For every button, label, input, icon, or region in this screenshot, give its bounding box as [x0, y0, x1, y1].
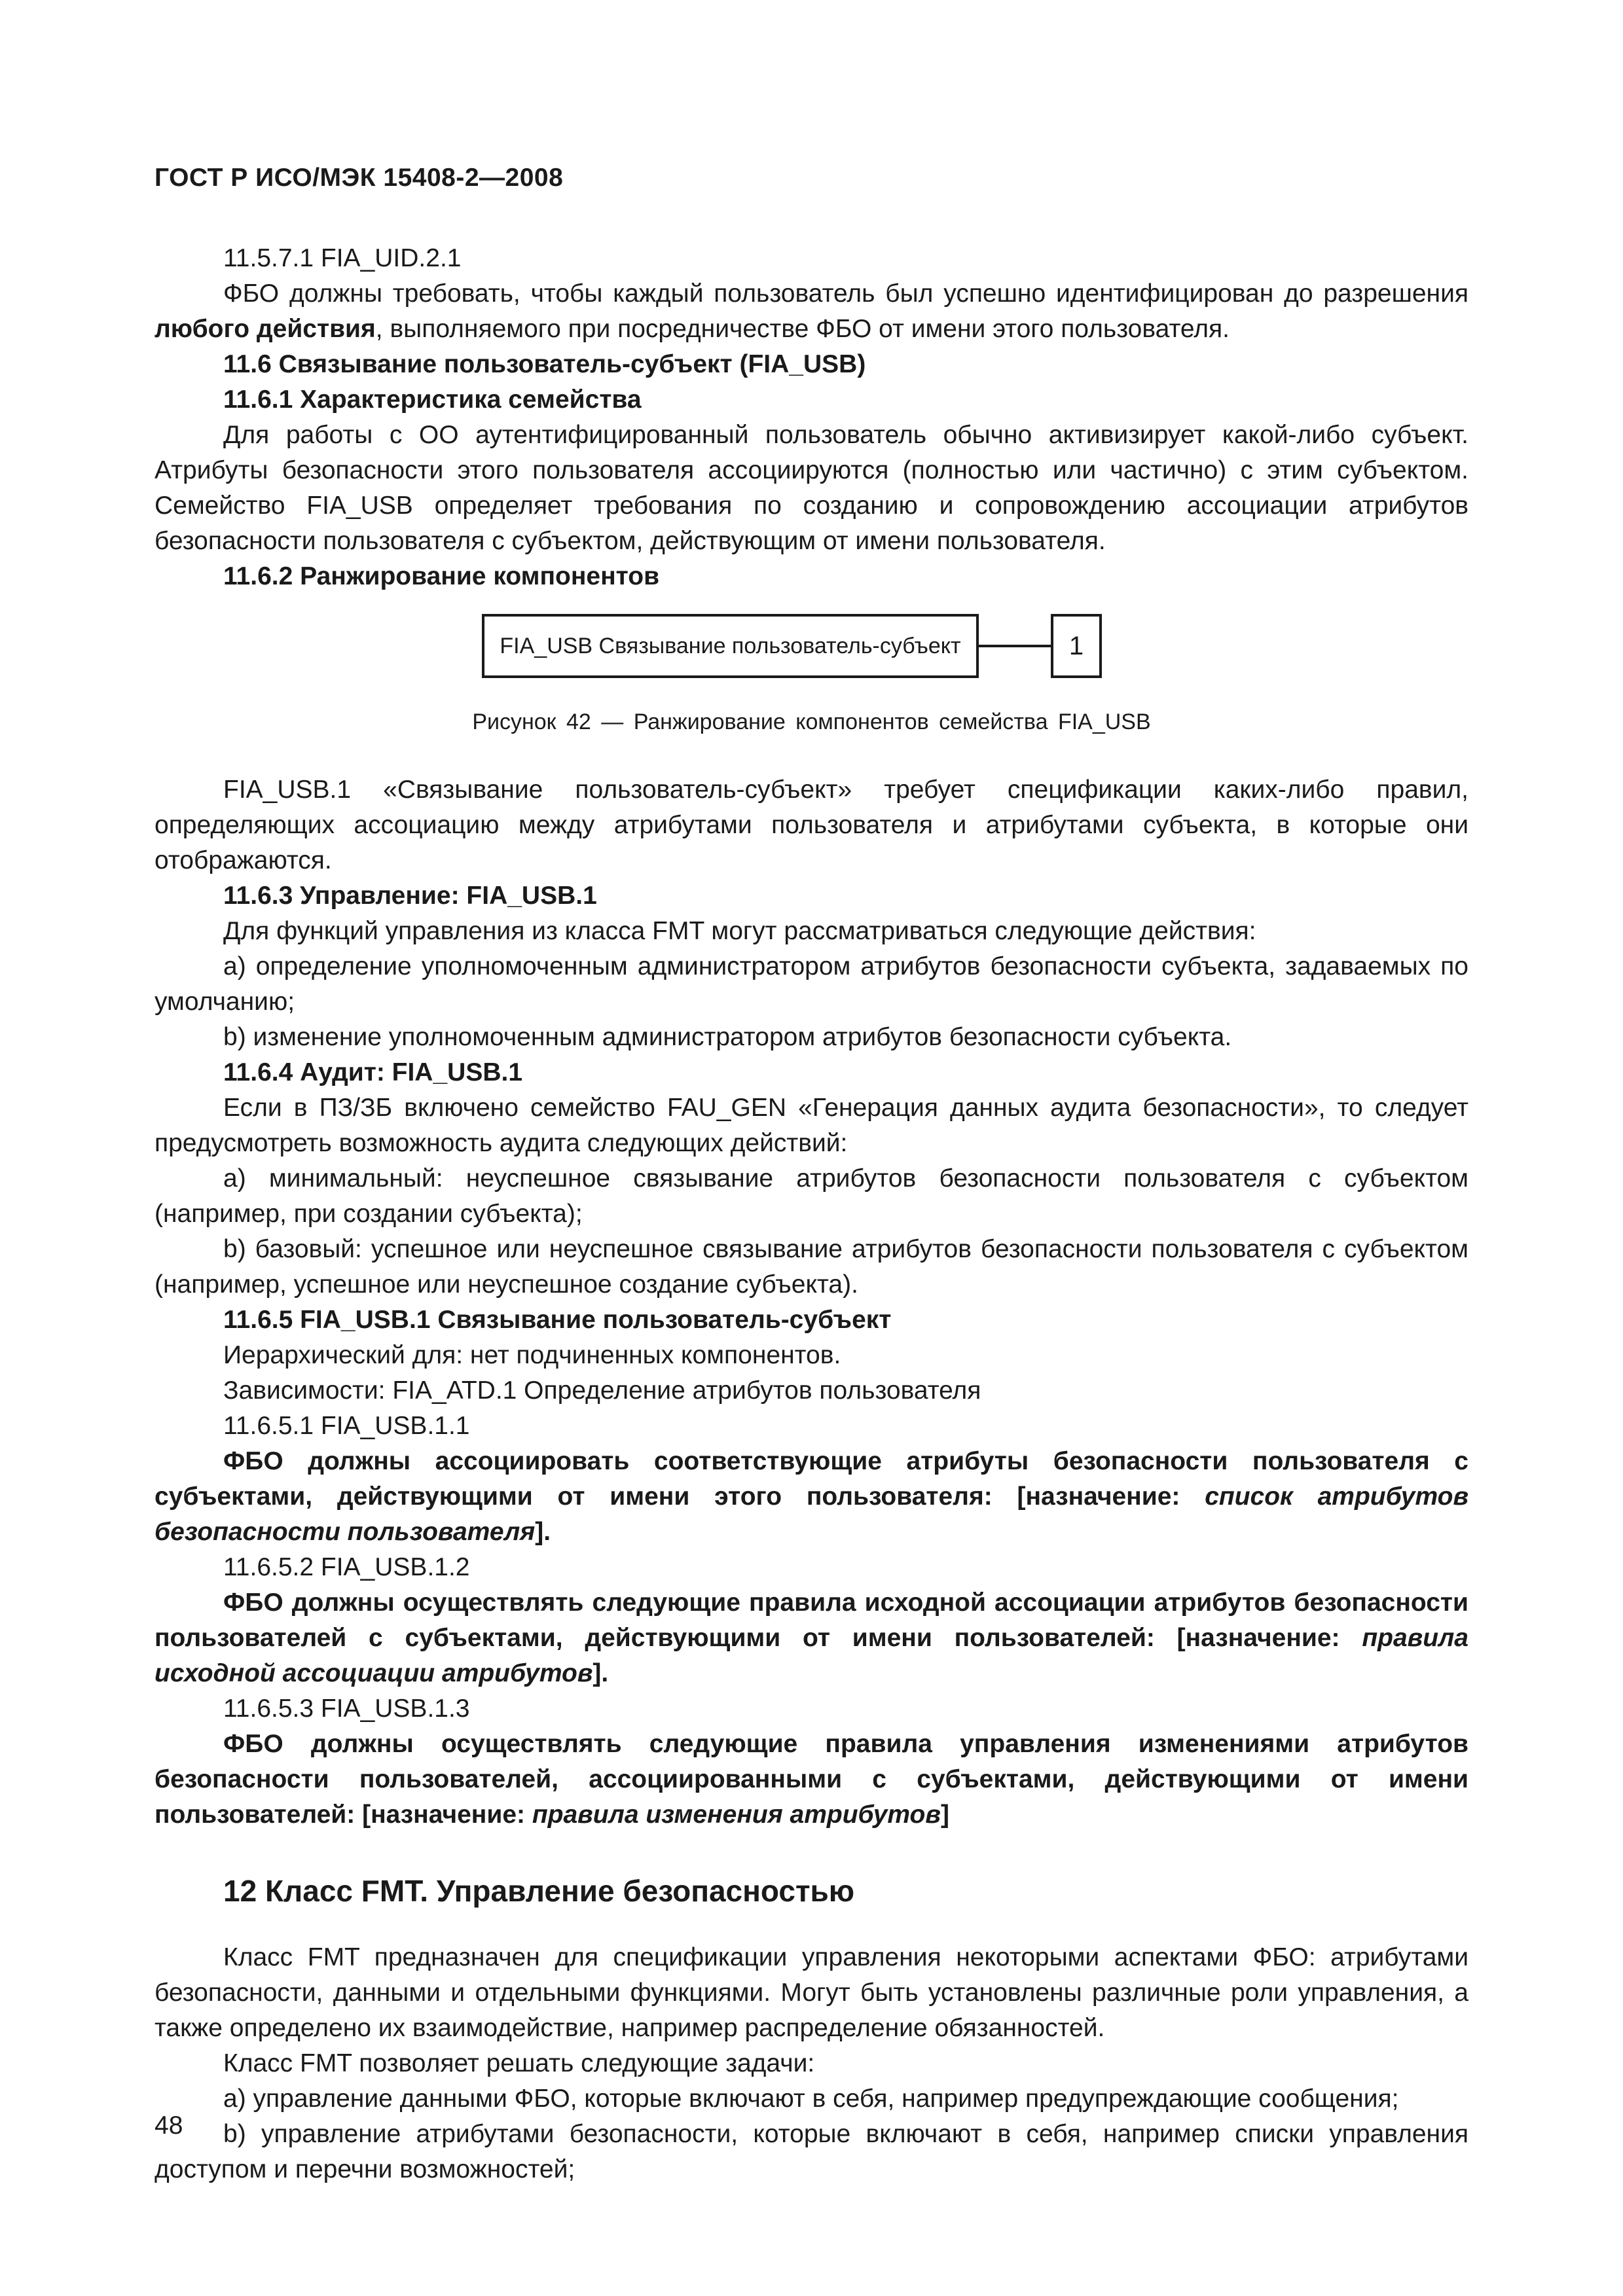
list-item: b) базовый: успешное или неуспешное связывание атрибутов безопасности пользователя с субъектом (например, успешное или неуспешное создание субъекта). [155, 1235, 1468, 1299]
paragraph: Для работы с ОО аутентифицированный пользователь обычно активизирует какой-либо субъект. Атрибуты безопасности этого пользователя ассоциируются (полностью или частично) с этим субъектом. Семейство FIA_USB определяет требования по созданию и сопровождению ассоциации атрибутов безопасности пользователя с субъектом, действующим от имени пользователя. [155, 421, 1468, 555]
paragraph: Класс FMT предназначен для спецификации управления некоторыми аспектами ФБО: атрибутами безопасности, данными и отдельными функциями. Могут быть установлены различные роли управления, а также определено их взаимодействие, например распределение обязанностей. [155, 1943, 1468, 2042]
figure-component-number: 1 [1051, 614, 1102, 678]
list-item: a) определение уполномоченным администратором атрибутов безопасности субъекта, задаваемых по умолчанию; [155, 952, 1468, 1016]
subsection-heading: 11.6.5 FIA_USB.1 Связывание пользователь-субъект [223, 1306, 892, 1334]
section-heading: 11.6 Связывание пользователь-субъект (FIA_USB) [223, 350, 866, 378]
list-item: b) изменение уполномоченным администратором атрибутов безопасности субъекта. [223, 1023, 1232, 1051]
clause-number: 11.6.5.1 FIA_USB.1.1 [223, 1412, 470, 1440]
list-item: a) управление данными ФБО, которые включают в себя, например предупреждающие сообщения; [223, 2085, 1399, 2113]
list-item: b) управление атрибутами безопасности, которые включают в себя, например списки управления доступом и перечни возможностей; [155, 2120, 1468, 2183]
component-levelling-figure [155, 607, 1468, 772]
clause-number: 11.6.5.3 FIA_USB.1.3 [223, 1695, 470, 1723]
figure-connector-line [979, 645, 1051, 647]
requirement-text: ФБО должны осуществлять следующие правила исходной ассоциации атрибутов безопасности пользователей с субъектами, действующими от имени пользователей: [назначение: правила исходной ассоциации атрибутов]. [155, 1588, 1468, 1687]
subsection-heading: 11.6.1 Характеристика семейства [223, 386, 642, 414]
figure-family-box: FIA_USB Связывание пользователь-субъект [482, 614, 979, 678]
clause-number: 11.5.7.1 FIA_UID.2.1 [223, 244, 462, 272]
paragraph: Иерархический для: нет подчиненных компонентов. [223, 1341, 841, 1369]
paragraph: FIA_USB.1 «Связывание пользователь-субъект» требует спецификации каких-либо правил, определяющих ассоциацию между атрибутами пользователя и атрибутами субъекта, в которые они отображаются. [155, 776, 1468, 874]
requirement-text: ФБО должны осуществлять следующие правила управления изменениями атрибутов безопасности пользователей, ассоциированными с субъектами, действующими от имени пользователей: [назначение: правила изменения атрибутов] [155, 1730, 1468, 1829]
subsection-heading: 11.6.4 Аудит: FIA_USB.1 [223, 1058, 523, 1086]
requirement-text: ФБО должны ассоциировать соответствующие атрибуты безопасности пользователя с субъектами, действующими от имени этого пользователя: [назначение: список атрибутов безопасности пользователя]. [155, 1447, 1469, 1546]
document-body [155, 241, 1468, 2187]
document-header: ГОСТ Р ИСО/МЭК 15408-2—2008 [155, 164, 564, 192]
figure-caption: Рисунок 42 — Ранжирование компонентов семейства FIA_USB [472, 709, 1151, 734]
paragraph: Зависимости: FIA_ATD.1 Определение атрибутов пользователя [223, 1376, 981, 1405]
clause-number: 11.6.5.2 FIA_USB.1.2 [223, 1553, 470, 1581]
subsection-heading: 11.6.3 Управление: FIA_USB.1 [223, 882, 597, 910]
subsection-heading: 11.6.2 Ранжирование компонентов [223, 562, 660, 590]
paragraph: Для функций управления из класса FMT могут рассматриваться следующие действия: [223, 917, 1256, 945]
paragraph: Класс FMT позволяет решать следующие задачи: [223, 2049, 815, 2077]
paragraph: Если в ПЗ/ЗБ включено семейство FAU_GEN «Генерация данных аудита безопасности», то следует предусмотреть возможность аудита следующих действий: [155, 1094, 1468, 1157]
page-number: 48 [155, 2111, 183, 2140]
chapter-heading: 12 Класс FMT. Управление безопасностью [223, 1874, 855, 1908]
paragraph: ФБО должны требовать, чтобы каждый пользователь был успешно идентифицирован до разрешения любого действия, выполняемого при посредничестве ФБО от имени этого пользователя. [155, 279, 1468, 343]
list-item: a) минимальный: неуспешное связывание атрибутов безопасности пользователя с субъектом (например, при создании субъекта); [155, 1164, 1468, 1228]
